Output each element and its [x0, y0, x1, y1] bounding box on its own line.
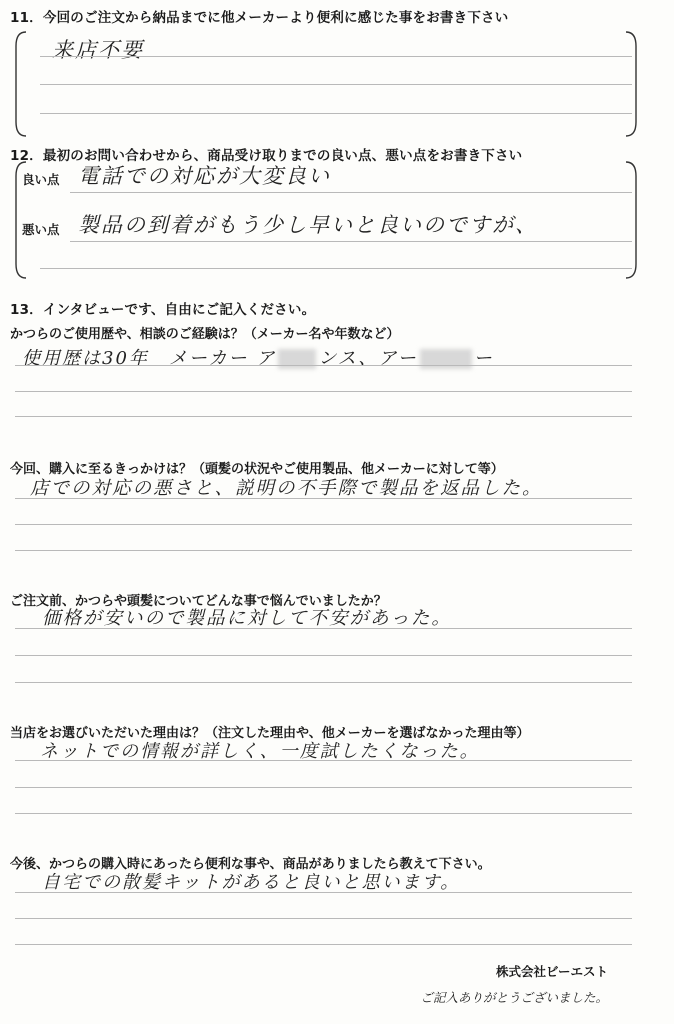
answer-line [40, 113, 632, 114]
answer-line [15, 813, 632, 814]
good-point-label: 良い点 [22, 172, 60, 187]
interview-question-trigger: 今回、購入に至るきっかけは？（頭髪の状況やご使用製品、他メーカーに対して等） [10, 462, 504, 477]
answer-line [40, 56, 632, 57]
interview-answer-history [22, 344, 494, 370]
answer-line [40, 268, 632, 269]
answer-history-part-c: ー [473, 348, 494, 369]
bad-point-label: 悪い点 [22, 222, 60, 237]
good-point-answer: 電話での対応が大変良い [78, 164, 331, 188]
interview-question-history: かつらのご使用歴や、相談のご経験は？（メーカー名や年数など） [10, 327, 400, 342]
answer-history-part-b: ンス、アー [318, 348, 418, 369]
interview-answer-trigger: 店での対応の悪さと、説明の不手際で製品を返品した。 [30, 478, 543, 499]
interview-question-requests: 今後、かつらの購入時にあったら便利な事や、商品がありましたら教えて下さい。 [10, 857, 491, 872]
answer-line [40, 84, 632, 85]
bad-point-answer: 製品の到着がもう少し早いと良いのですが、 [78, 213, 538, 237]
answer-line [15, 628, 632, 629]
answer-line [15, 760, 632, 761]
answer-line [15, 944, 632, 945]
interview-question-concerns: ご注文前、かつらや頭髪についてどんな事で悩んでいましたか？ [10, 594, 387, 609]
interview-answer-requests: 自宅での散髪キットがあると良いと思います。 [42, 872, 461, 893]
answer-line [15, 498, 632, 499]
answer-line [15, 892, 632, 893]
interview-answer-concerns: 価格が安いので製品に対して不安があった。 [42, 608, 452, 629]
answer-line [70, 241, 632, 242]
redaction-mask [420, 349, 472, 369]
answer-line [15, 416, 632, 417]
thanks-message: ご記入ありがとうございました。 [420, 990, 608, 1005]
interview-question-reason: 当店をお選びいただいた理由は？（注文した理由や、他メーカーを選ばなかった理由等） [10, 726, 530, 741]
answer-line [15, 918, 632, 919]
answer-history-part-a: 使用歴は30年 メーカー ア [22, 348, 277, 369]
q11-title: 11．今回のご注文から納品までに他メーカーより便利に感じた事をお書き下さい [10, 10, 509, 26]
answer-line [15, 365, 632, 366]
answer-line [15, 391, 632, 392]
interview-answer-reason: ネットでの情報が詳しく、一度試したくなった。 [40, 741, 480, 762]
q11-answer: 来店不要 [52, 38, 144, 62]
q12-title: 12．最初のお問い合わせから、商品受け取りまでの良い点、悪い点をお書き下さい [10, 148, 523, 164]
answer-line [15, 655, 632, 656]
answer-line [15, 524, 632, 525]
answer-line [15, 550, 632, 551]
company-name: 株式会社ビーエスト [495, 964, 608, 979]
answer-line [15, 682, 632, 683]
answer-line [15, 787, 632, 788]
answer-line [70, 192, 632, 193]
q13-title: 13．インタビューです、自由にご記入ください。 [10, 302, 316, 318]
redaction-mask [278, 349, 316, 369]
